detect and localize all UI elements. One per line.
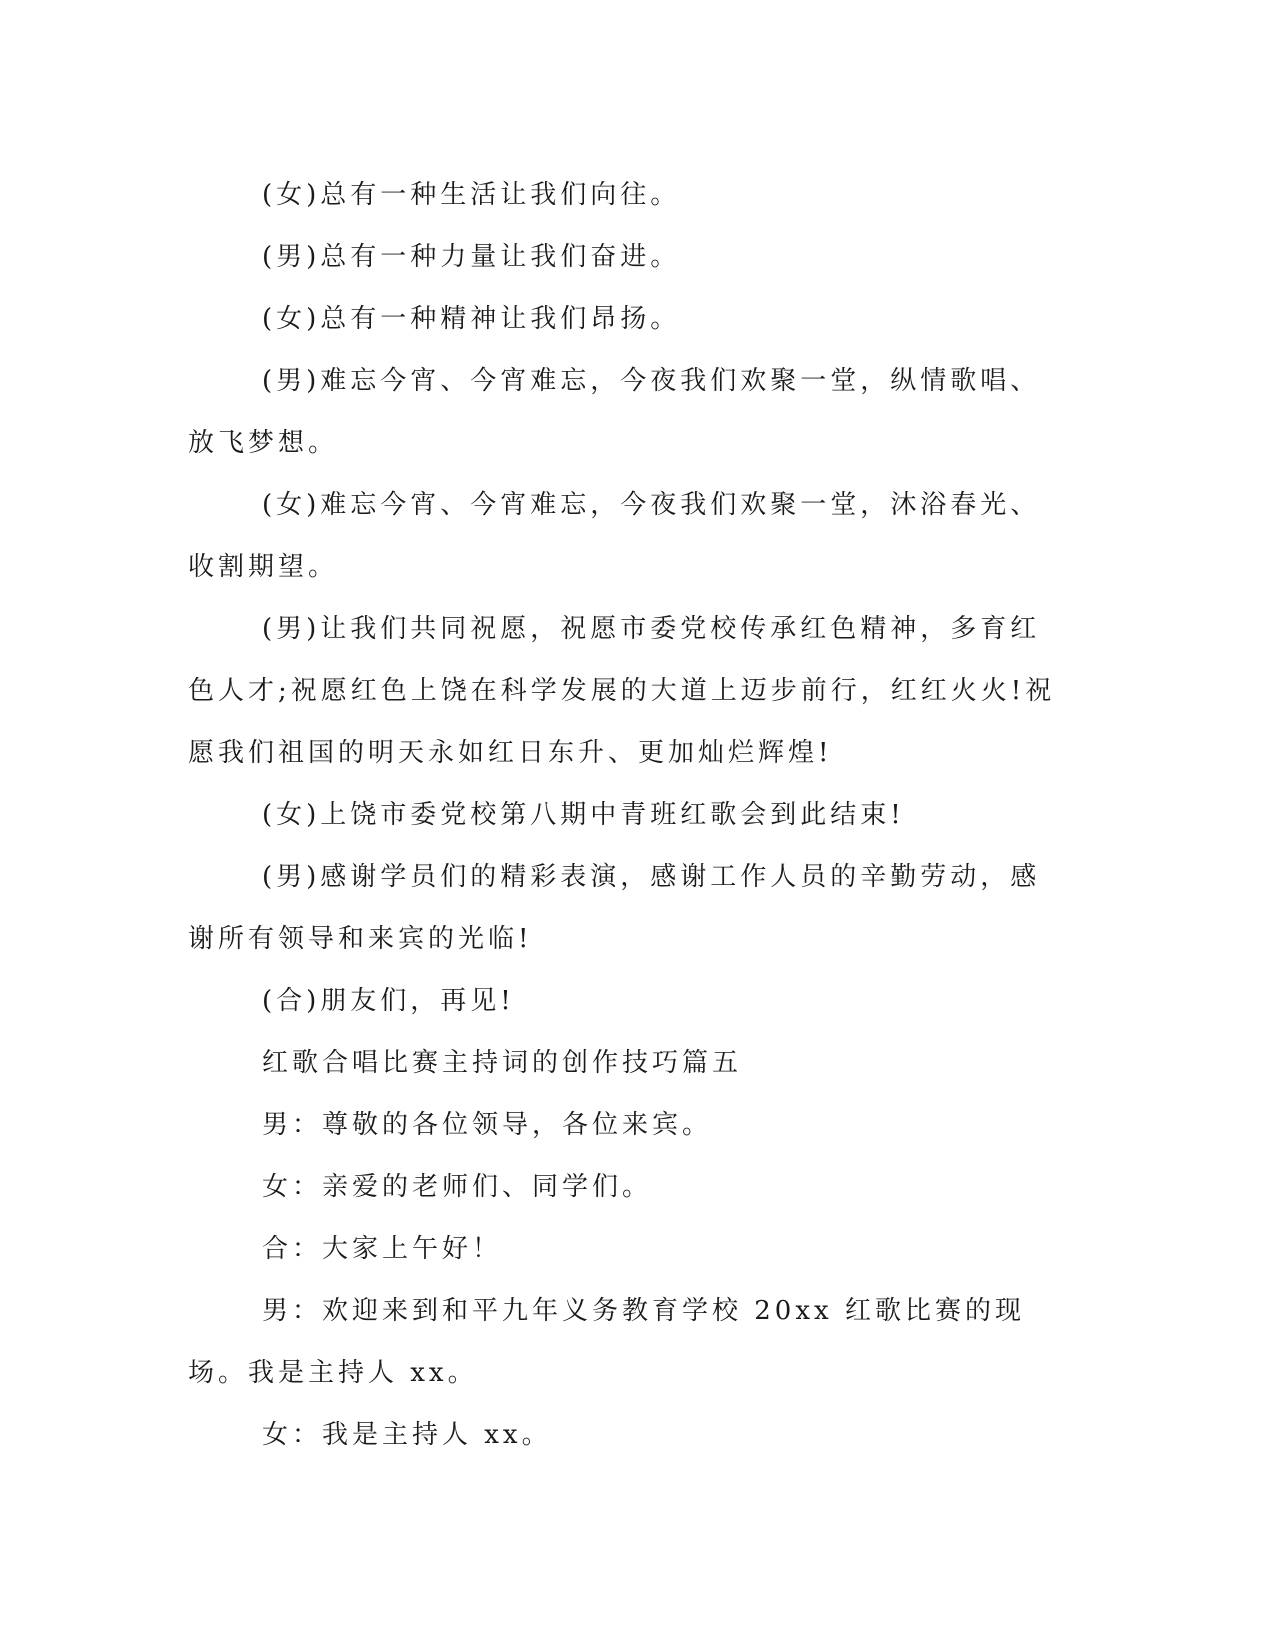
paragraph: (女)总有一种生活让我们向往。 [262, 180, 681, 210]
paragraph: (男)总有一种力量让我们奋进。 [262, 242, 681, 272]
paragraph: 男：欢迎来到和平九年义务教育学校 20xx 红歌比赛的现场。我是主持人 xx。 [188, 1296, 1025, 1388]
paragraph: (男)让我们共同祝愿，祝愿市委党校传承红色精神，多育红色人才;祝愿红色上饶在科学发展的大道上迈步前行，红红火火!祝愿我们祖国的明天永如红日东升、更加灿烂辉煌! [188, 614, 1056, 768]
paragraph: 男：尊敬的各位领导，各位来宾。 [262, 1110, 713, 1140]
paragraph: 女：亲爱的老师们、同学们。 [262, 1172, 653, 1202]
paragraph: (女)总有一种精神让我们昂扬。 [262, 304, 681, 334]
paragraph: (女)难忘今宵、今宵难忘，今夜我们欢聚一堂，沐浴春光、收割期望。 [188, 490, 1041, 582]
paragraph: (男)难忘今宵、今宵难忘，今夜我们欢聚一堂，纵情歌唱、放飞梦想。 [188, 366, 1041, 458]
paragraph: (男)感谢学员们的精彩表演，感谢工作人员的辛勤劳动，感谢所有领导和来宾的光临! [188, 862, 1041, 954]
paragraph: (合)朋友们，再见! [262, 986, 515, 1016]
paragraph: (女)上饶市委党校第八期中青班红歌会到此结束! [262, 800, 905, 830]
paragraph: 合：大家上午好！ [262, 1234, 503, 1264]
document-body [188, 164, 1068, 1466]
paragraph: 女：我是主持人 xx。 [262, 1420, 552, 1450]
section-heading: 红歌合唱比赛主持词的创作技巧篇五 [262, 1048, 743, 1078]
